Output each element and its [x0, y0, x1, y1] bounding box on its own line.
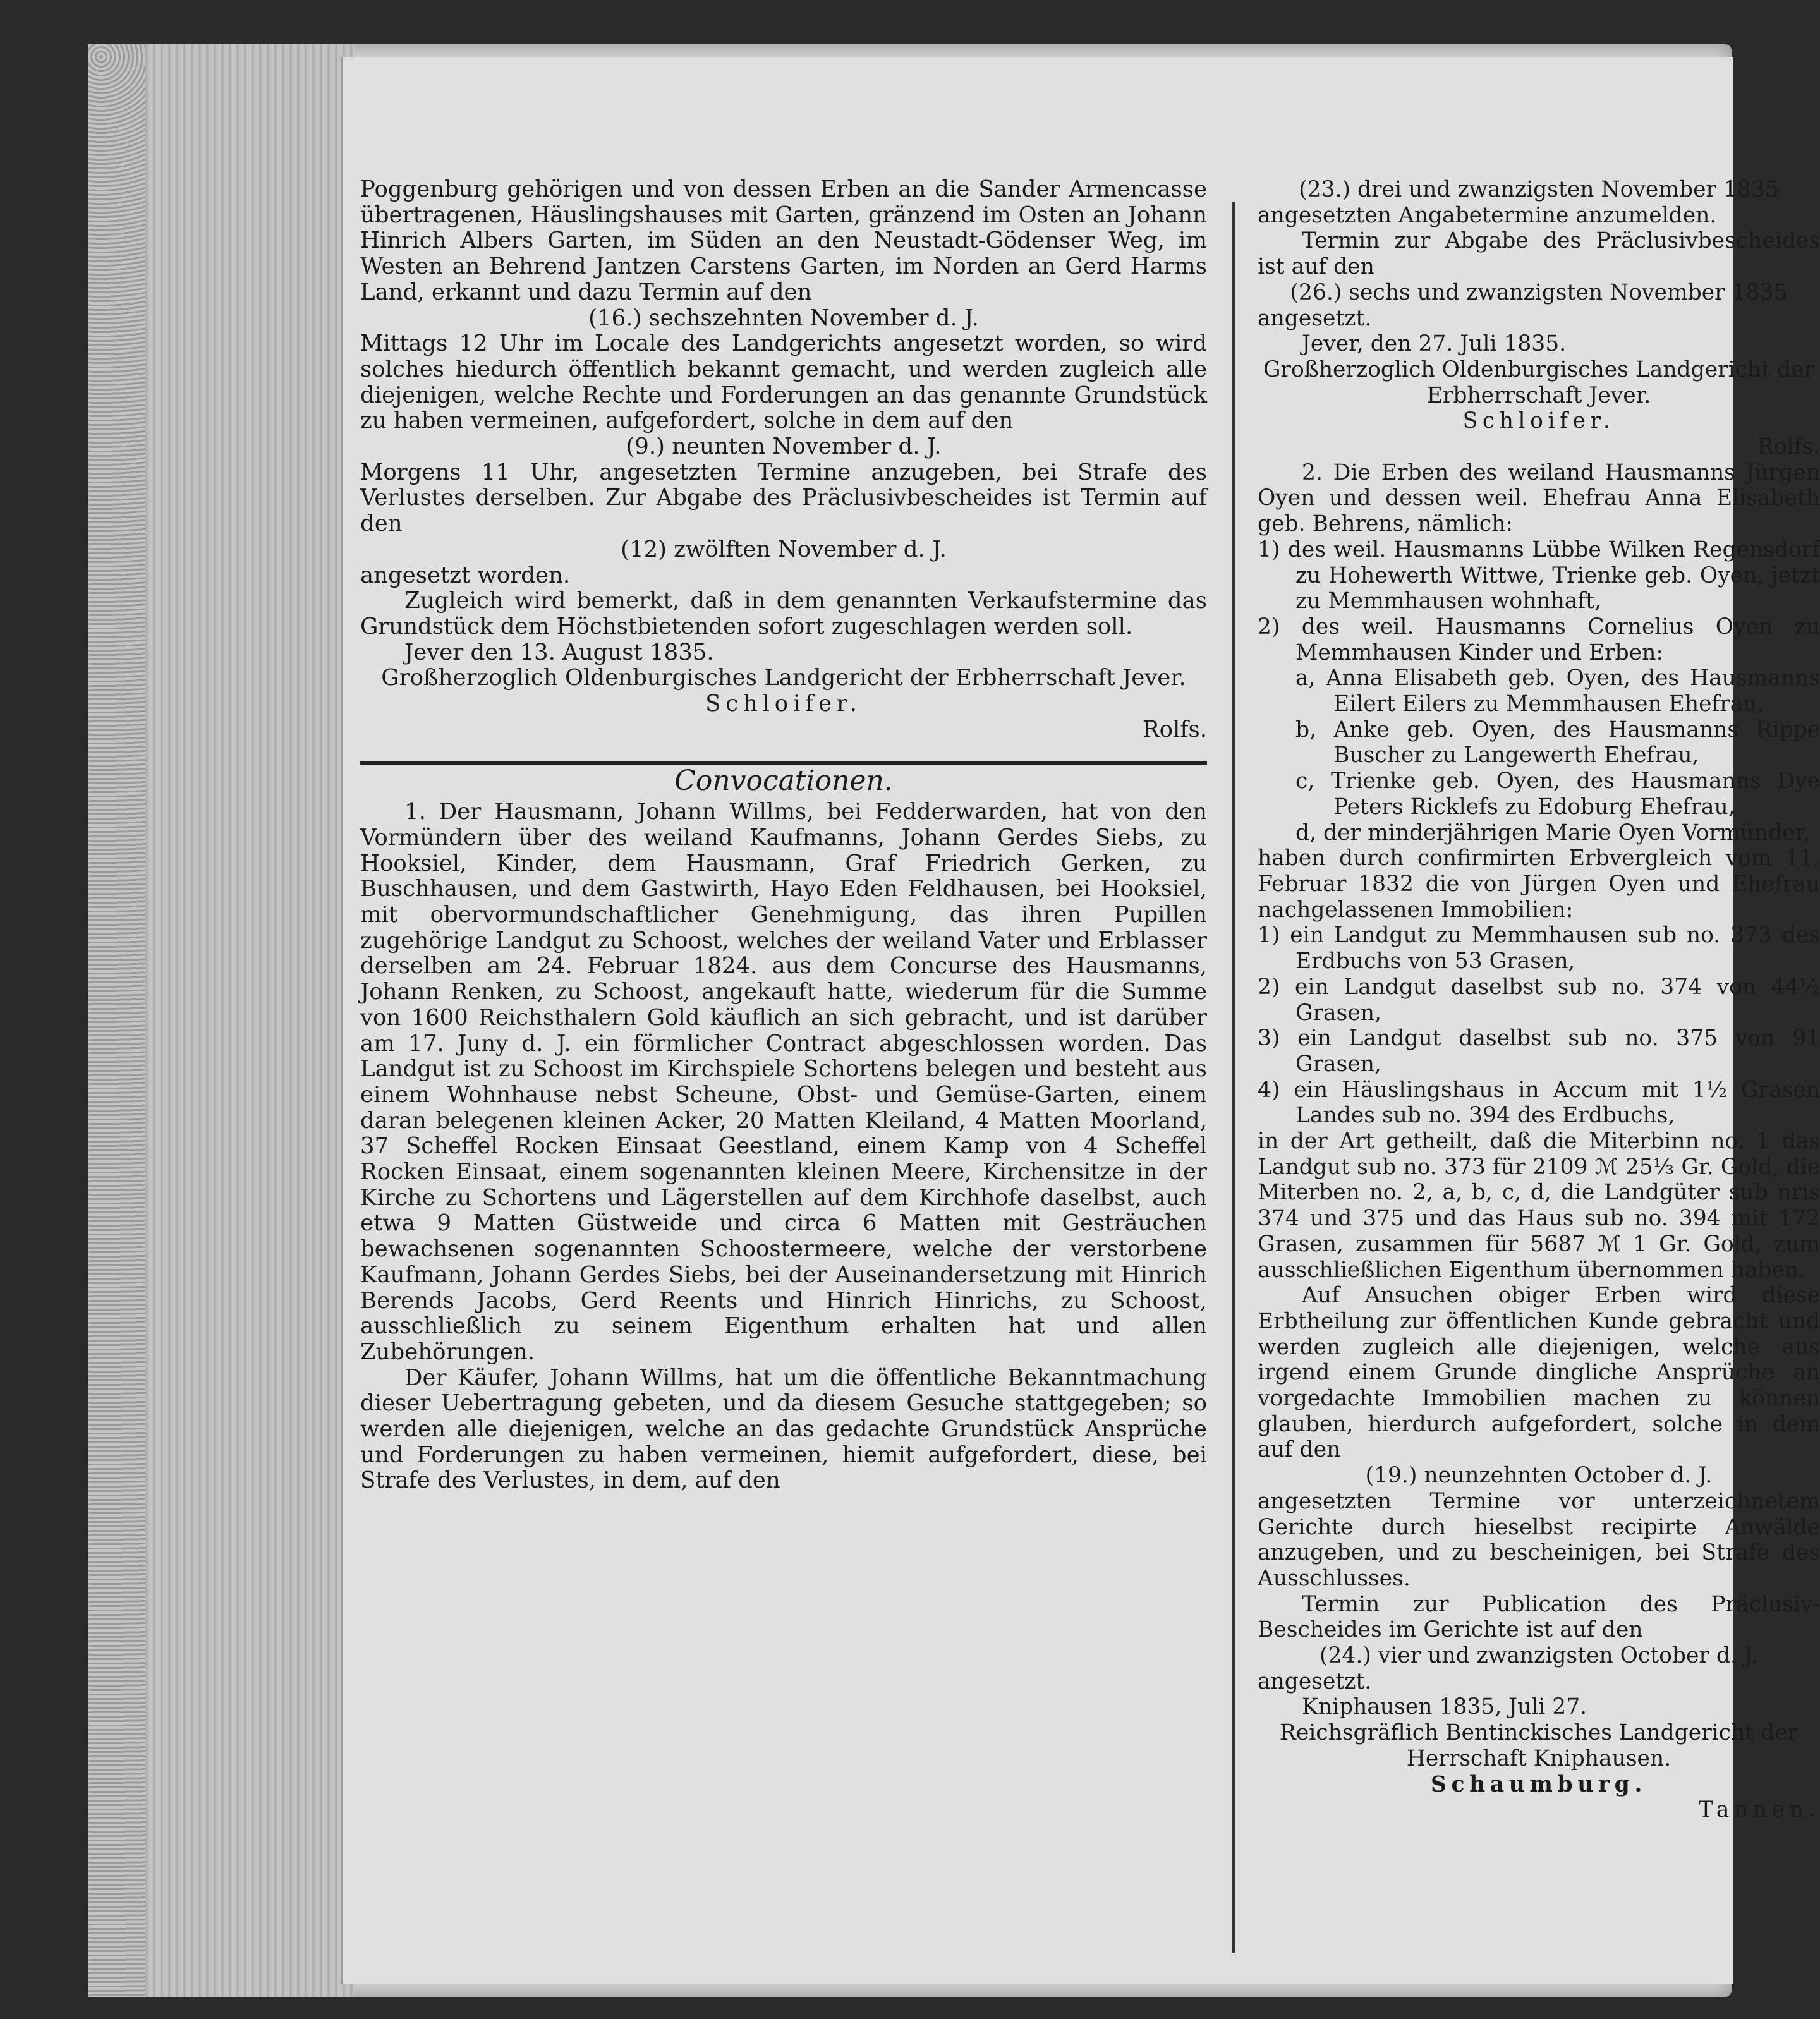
- place-date: Kniphausen 1835, Juli 27.: [1302, 1694, 1587, 1720]
- list-item: 4) ein Häuslingshaus in Accum mit 1½ Grasen Landes sub no. 394 des Erdbuchs,: [1258, 1077, 1820, 1129]
- list-item: b, Anke geb. Oyen, des Hausmanns Rippe Buscher zu Langewerth Ehefrau,: [1295, 717, 1820, 768]
- signature: Rolfs.: [1142, 716, 1207, 743]
- list-item: 1) ein Landgut zu Memmhausen sub no. 373 des Erdbuchs von 53 Grasen,: [1258, 923, 1820, 974]
- place-date: Jever, den 27. Juli 1835.: [1302, 331, 1567, 357]
- paragraph: angesetzten Termine vor unterzeichnetem Gerichte durch hieselbst recipirte Anwälde anzugeben, und zu bescheinigen, bei Strafe des Ausschlusses.: [1258, 1488, 1820, 1591]
- paragraph: 2. Die Erben des weiland Hausmanns Jürgen Oyen und dessen weil. Ehefrau Anna Elisabeth geb. Behrens, nämlich:: [1258, 459, 1820, 537]
- place-date: Jever den 13. August 1835.: [404, 639, 714, 665]
- list-item: 1) des weil. Hausmanns Lübbe Wilken Regensdorf zu Hohewerth Wittwe, Trienke geb. Oyen, jetzt zu Memmhausen wohnhaft,: [1258, 537, 1820, 614]
- list-item: d, der minderjährigen Marie Oyen Vormünder,: [1295, 820, 1811, 846]
- paragraph: in der Art getheilt, daß die Miterbinn no. 1 das Landgut sub no. 373 für 2109 ℳ 25⅓ Gr. Gold, die Miterben no. 2, a, b, c, d, die Landgüter sub nris 374 und 375 und das Haus sub no. 394 mit 172 Grasen, zusammen für 5687 ℳ 1 Gr. Gold, zum ausschließlichen Eigenthum übernommen haben.: [1258, 1129, 1820, 1283]
- paragraph: Termin zur Publication des Präclusiv-Bescheides im Gerichte ist auf den: [1258, 1591, 1820, 1643]
- paragraph: Auf Ansuchen obiger Erben wird diese Erbtheilung zur öffentlichen Kunde gebracht und werden zugleich alle diejenigen, welche aus irgend einem Grunde dingliche Ansprüche an vorgedachte Immobilien machen zu können glauben, hierdurch aufgefordert, solche in dem auf den: [1258, 1283, 1820, 1463]
- court-name: Reichsgräflich Bentinckisches Landgericht der Herrschaft Kniphausen.: [1279, 1720, 1799, 1771]
- paragraph: Mittags 12 Uhr im Locale des Landgerichts angesetzt worden, so wird solches hiedurch öffentlich bekannt gemacht, und werden zugleich alle diejenigen, welche Rechte und Forderungen an das genannte Grundstück zu haben vermeinen, aufgefordert, solche in dem auf den: [360, 330, 1207, 434]
- date-line: (26.) sechs und zwanzigsten November 1835: [1290, 279, 1788, 305]
- paragraph: haben durch confirmirten Erbvergleich vom 11. Februar 1832 die von Jürgen Oyen und Ehefrau nachgelassenen Immobilien:: [1258, 846, 1820, 923]
- paragraph: angesetzt.: [1258, 305, 1372, 331]
- paragraph: 1. Der Hausmann, Johann Willms, bei Fedderwarden, hat von den Vormündern über des weiland Kaufmanns, Johann Gerdes Siebs, zu Hooksiel, Kinder, dem Hausmann, Graf Friedrich Gerken, zu Buschhausen, und dem Gastwirth, Hayo Eden Feldhausen, bei Hooksiel, mit obervormundschaftlicher Genehmigung, das ihren Pupillen zugehörige Landgut zu Schoost, welches der weiland Vater und Erblasser derselben am 24. Februar 1824. aus dem Concurse des Hausmanns, Johann Renken, zu Schoost, angekauft hatte, wiederum für die Summe von 1600 Reichsthalern Gold käuflich an sich gebracht, und ist darüber am 17. Juny d. J. ein förmlicher Contract abgeschlossen worden. Das Landgut ist zu Schoost im Kirchspiele Schortens belegen und besteht aus einem Wohnhause nebst Scheune, Obst- und Gemüse-Garten, einem daran belegenen kleinen Acker, 20 Matten Kleiland, 4 Matten Moorland, 37 Scheffel Rocken Einsaat Geestland, einem Kamp von 4 Scheffel Rocken Einsaat, einem sogenannten kleinen Meere, Kirchensitze in der Kirche zu Schortens und Lägerstellen auf dem Kirchhofe daselbst, auch etwa 9 Matten Güstweide und circa 6 Matten mit Gesträuchen bewachsenen sogenannten Schoostermeere, welche der verstorbene Kaufmann, Johann Gerdes Siebs, bei der Auseinandersetzung mit Hinrich Berends Jacobs, Gerd Reents und Hinrich Hinrichs, zu Schoost, ausschließlich zu seinem Eigenthum erhalten hat und allen Zubehörungen.: [360, 799, 1207, 1365]
- list-item: a, Anna Elisabeth geb. Oyen, des Hausmanns Eilert Eilers zu Memmhausen Ehefrau,: [1295, 665, 1820, 717]
- date-line: (19.) neunzehnten October d. J.: [1365, 1463, 1713, 1489]
- paragraph: angesetzt.: [1258, 1668, 1372, 1694]
- column-rule: [1232, 202, 1235, 1953]
- list-item: c, Trienke geb. Oyen, des Hausmanns Dye Peters Ricklefs zu Edoburg Ehefrau,: [1295, 768, 1820, 820]
- signature: Tannen.: [1698, 1797, 1820, 1823]
- page-edges: [88, 44, 354, 1997]
- date-line: (9.) neunten November d. J.: [626, 434, 942, 460]
- date-line: (24.) vier und zwanzigsten October d. J.: [1320, 1643, 1758, 1669]
- section-title: Convocationen.: [674, 765, 893, 797]
- paragraph: Poggenburg gehörigen und von dessen Erben an die Sander Armencasse übertragenen, Häuslingshauses mit Garten, gränzend im Osten an Johann Hinrich Albers Garten, im Süden an den Neustadt-Gödenser Weg, im Westen an Behrend Jantzen Carstens Garten, im Norden an Gerd Harms Land, erkannt und dazu Termin auf den: [360, 176, 1207, 305]
- paragraph: angesetzten Angabetermine anzumelden.: [1258, 202, 1717, 228]
- book-page: [88, 44, 1820, 1997]
- paragraph: angesetzt worden.: [360, 562, 571, 588]
- list-item: 3) ein Landgut daselbst sub no. 375 von 91 Grasen,: [1258, 1026, 1820, 1077]
- court-name: Großherzoglich Oldenburgisches Landgericht der Erbherrschaft Jever.: [381, 665, 1186, 691]
- list-item: 2) des weil. Hausmanns Cornelius Oyen zu Memmhausen Kinder und Erben:: [1258, 614, 1820, 665]
- date-line: (23.) drei und zwanzigsten November 1835: [1299, 177, 1779, 202]
- list-item: 2) ein Landgut daselbst sub no. 374 von 44½ Grasen,: [1258, 974, 1820, 1026]
- paragraph: Termin zur Abgabe des Präclusivbescheides ist auf den: [1258, 228, 1820, 280]
- signature: Schaumburg.: [1431, 1771, 1647, 1797]
- paragraph: Morgens 11 Uhr, angesetzten Termine anzugeben, bei Strafe des Verlustes derselben. Zur Abgabe des Präclusivbescheides ist Termin auf den: [360, 459, 1207, 537]
- signature: Schloifer.: [1462, 408, 1615, 434]
- date-line: (12) zwölften November d. J.: [621, 536, 947, 562]
- court-name: Großherzoglich Oldenburgisches Landgericht der Erbherrschaft Jever.: [1263, 356, 1815, 408]
- date-line: (16.) sechszehnten November d. J.: [588, 305, 979, 331]
- right-column: [1258, 177, 1820, 1823]
- paragraph: Zugleich wird bemerkt, daß in dem genannten Verkaufstermine das Grundstück dem Höchstbietenden sofort zugeschlagen werden soll.: [360, 588, 1207, 640]
- paragraph: Der Käufer, Johann Willms, hat um die öffentliche Bekanntmachung dieser Uebertragung gebeten, und da diesem Gesuche stattgegeben; so werden alle diejenigen, welche an das gedachte Grundstück Ansprüche und Forderungen zu haben vermeinen, hiemit aufgefordert, diese, bei Strafe des Verlustes, in dem, auf den: [360, 1364, 1207, 1494]
- signature: Rolfs.: [1757, 434, 1820, 460]
- signature: Schloifer.: [705, 691, 862, 717]
- left-column: [360, 177, 1207, 1494]
